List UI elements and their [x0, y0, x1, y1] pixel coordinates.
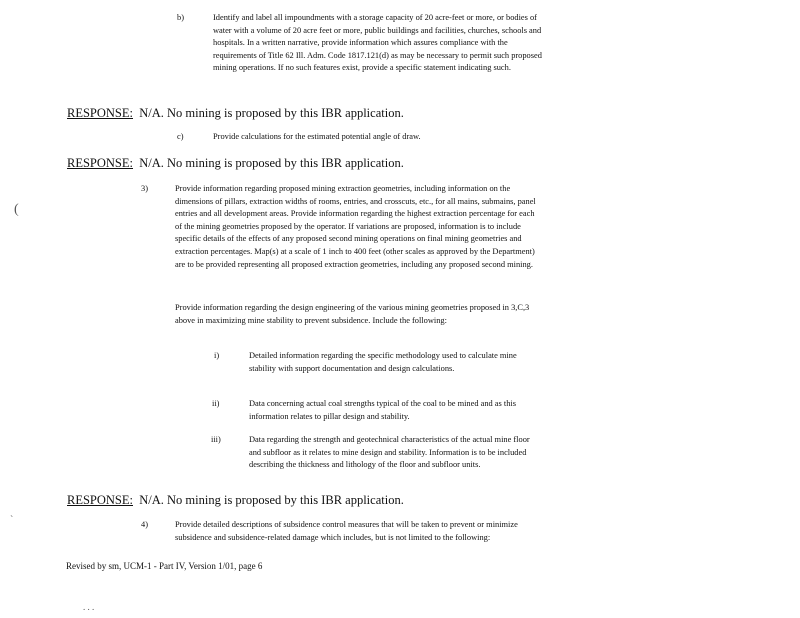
- response-1: [67, 106, 404, 121]
- item-3-marker: 3): [141, 184, 148, 193]
- item-3-para1: Provide information regarding proposed mining extraction geometries, including information on the dimensions of pillars, extraction widths of rooms, entries, and crosscuts, etc., for all mains, submains, panel entries and all development areas. Provide information regarding the highest extraction percentage for each of the mining geometries proposed by the operator. If variations are proposed, information is to include specific details of the effects of any proposed second mining operations on final mining geometries and extraction percentages. Map(s) at a scale of 1 inch to 400 feet (other scales as approved by the Department) are to be provided representing all proposed extraction geometries, including any proposed second mining.: [175, 184, 536, 269]
- response-3: [67, 493, 404, 508]
- item-3-para2: Provide information regarding the design engineering of the various mining geometries proposed in 3,C,3 above in maximizing mine stability to prevent subsidence. Include the following:: [175, 303, 530, 325]
- response-1-text: N/A. No mining is proposed by this IBR application.: [139, 106, 404, 120]
- response-3-text: N/A. No mining is proposed by this IBR application.: [139, 493, 404, 507]
- subitem-iii-marker: iii): [211, 435, 221, 444]
- margin-tick-mark: `: [10, 515, 14, 526]
- subitem-iii-text: Data regarding the strength and geotechnical characteristics of the actual mine floor and subfloor as it relates to mine design and stability. Information is to be included describing the thickness and lithology of the floor and subfloor units.: [249, 435, 530, 470]
- response-2-text: N/A. No mining is proposed by this IBR application.: [139, 156, 404, 170]
- margin-dots-mark: . . .: [83, 602, 95, 612]
- item-b-marker: b): [177, 13, 184, 22]
- item-4-text: Provide detailed descriptions of subsidence control measures that will be taken to prevent or minimize subsidence and subsidence-related damage which includes, but is not limited to the following:: [175, 520, 518, 542]
- subitem-i-marker: i): [214, 351, 220, 360]
- subitem-i-text: Detailed information regarding the specific methodology used to calculate mine stability with support documentation and design calculations.: [249, 351, 517, 373]
- response-3-label: RESPONSE:: [67, 493, 133, 507]
- item-b-text: Identify and label all impoundments with a storage capacity of 20 acre-feet or more, or bodies of water with a volume of 20 acre feet or more, public buildings and facilities, churches, schools and hospitals. In a written narrative, provide information which assures compliance with the requirements of Title 62 Ill. Adm. Code 1817.121(d) as may be necessary to permit such proposed mining operations. If no such features exist, provide a specific statement indicating such.: [213, 13, 542, 73]
- subitem-ii-text: Data concerning actual coal strengths typical of the coal to be mined and as this information relates to pillar design and stability.: [249, 399, 516, 421]
- margin-bracket-mark: (: [14, 202, 19, 217]
- page-footer: Revised by sm, UCM-1 - Part IV, Version 1/01, page 6: [66, 561, 263, 571]
- response-2-label: RESPONSE:: [67, 156, 133, 170]
- item-c-text: Provide calculations for the estimated potential angle of draw.: [213, 132, 421, 141]
- item-4-marker: 4): [141, 520, 148, 529]
- item-c-marker: c): [177, 132, 184, 141]
- subitem-ii-marker: ii): [212, 399, 220, 408]
- response-1-label: RESPONSE:: [67, 106, 133, 120]
- response-2: [67, 156, 404, 171]
